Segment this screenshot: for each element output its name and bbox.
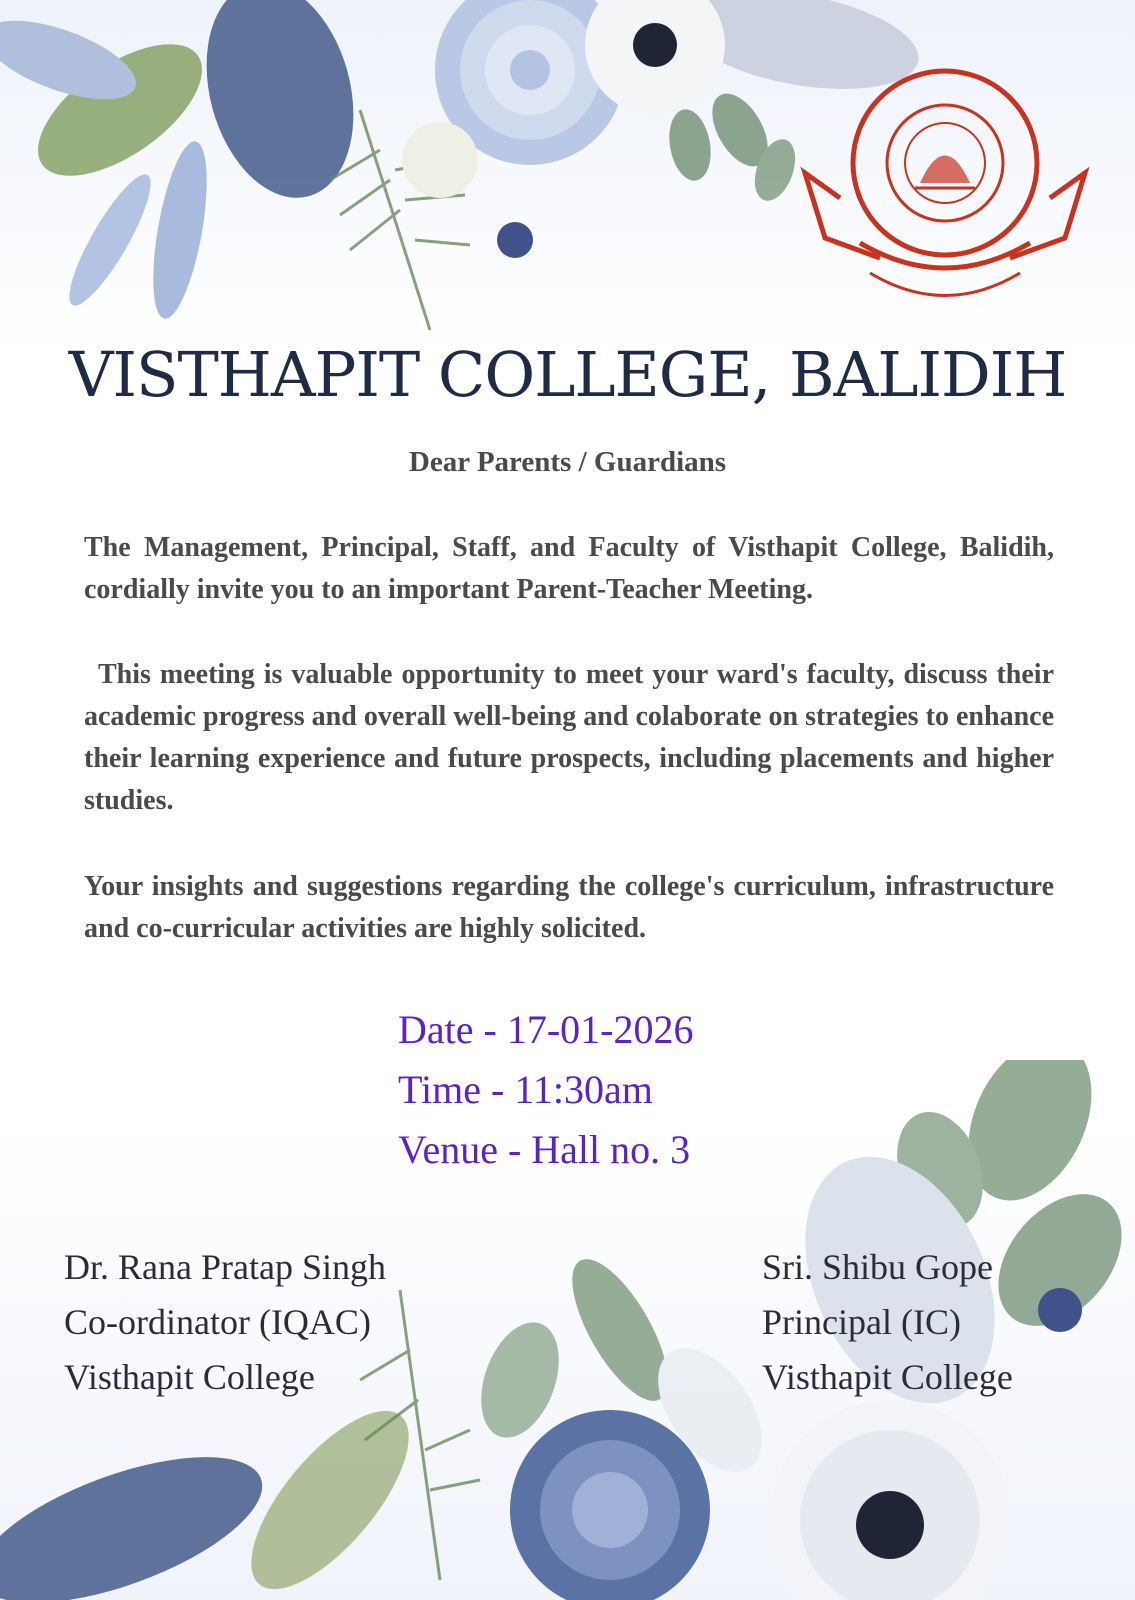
signatory-name: Sri. Shibu Gope	[762, 1247, 994, 1287]
signatory-designation: Principal (IC)	[762, 1302, 961, 1342]
meeting-time: Time - 11:30am	[398, 1067, 653, 1112]
signatory-institution: Visthapit College	[64, 1357, 315, 1397]
meeting-details	[398, 1000, 693, 1180]
college-seal-logo	[800, 68, 1090, 308]
signatory-name: Dr. Rana Pratap Singh	[64, 1247, 386, 1287]
salutation: Dear Parents / Guardians	[408, 446, 727, 478]
college-title: VISTHAPIT COLLEGE, BALIDIH	[68, 338, 1067, 411]
signatory-principal	[762, 1240, 1013, 1405]
meeting-date: Date - 17-01-2026	[398, 1007, 694, 1052]
signatory-institution: Visthapit College	[762, 1357, 1013, 1397]
meeting-venue: Venue - Hall no. 3	[398, 1127, 691, 1172]
meeting-purpose-paragraph: This meeting is valuable opportunity to meet your ward's faculty, discuss their academic progress and overall well-being and colaborate on strategies to enhance their learning experience and future prospects, including placements and higher studies.	[84, 659, 1054, 816]
invitation-paragraph: The Management, Principal, Staff, and Faculty of Visthapit College, Balidih, cordially invite you to an important Parent-Teacher Meeting.	[84, 532, 1054, 605]
signatory-coordinator	[64, 1240, 386, 1405]
feedback-paragraph: Your insights and suggestions regarding the college's curriculum, infrastructure and co-curricular activities are highly solicited.	[84, 871, 1054, 944]
signatory-designation: Co-ordinator (IQAC)	[64, 1302, 371, 1342]
